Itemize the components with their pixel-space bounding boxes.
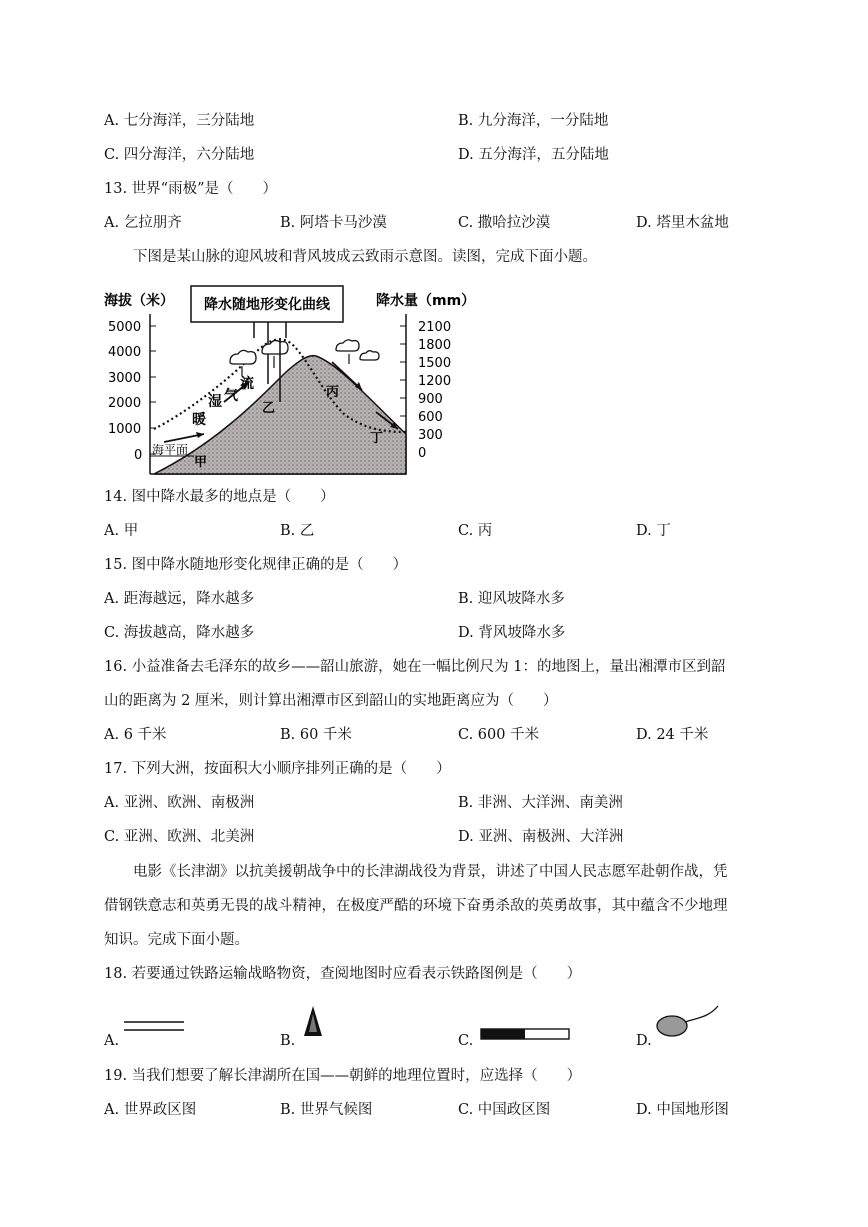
film-intro-line2: 借钢铁意志和英勇无畏的战斗精神，在极度严酷的环境下奋勇杀敌的英勇故事，其中蕴含不少地理 [104,898,728,914]
q17-stem: 17. 下列大洲，按面积大小顺序排列正确的是（ ） [104,761,451,777]
q18-option-b: B. [280,1033,296,1049]
mountain-peak-icon [302,1004,324,1042]
double-line-icon [124,1018,186,1037]
label-jia: 甲 [194,455,208,470]
right-tick-0: 0 [418,446,427,461]
q16-option-c: C. 600 千米 [458,727,540,743]
q14-option-a: A. 甲 [104,523,139,539]
film-intro-line1: 电影《长津湖》以抗美援朝战争中的长津湖战役为背景，讲述了中国人民志愿军赴朝作战，凭 [133,864,728,880]
diagram-svg [104,284,476,478]
right-tick-2100: 2100 [418,320,452,335]
label-bing: 丙 [326,385,340,400]
q12-option-a: A. 七分海洋，三分陆地 [104,113,255,129]
right-tick-300: 300 [418,428,443,443]
left-axis-title: 海拔（米） [104,293,174,309]
q17-option-a: A. 亚洲、欧洲、南极洲 [104,795,255,811]
left-ticks [150,326,156,454]
q16-stem-line1: 16. 小益准备去毛泽东的故乡——韶山旅游，她在一幅比例尺为 1：的地图上，量出湘潭市区到韶 [104,659,726,675]
q12-option-b: B. 九分海洋，一分陆地 [458,113,609,129]
q15-stem: 15. 图中降水随地形变化规律正确的是（ ） [104,557,408,573]
sea-level-label: 海平面 [152,443,189,457]
right-axis-title: 降水量（mm） [376,293,476,309]
q18-stem: 18. 若要通过铁路运输战略物资，查阅地图时应看表示铁路图例是（ ） [104,966,582,982]
q13-option-d: D. 塔里木盆地 [636,215,729,231]
right-tick-1500: 1500 [418,356,452,371]
q16-option-a: A. 6 千米 [104,727,167,743]
q12-option-d: D. 五分海洋，五分陆地 [458,147,609,163]
q13-option-a: A. 乞拉朋齐 [104,215,182,231]
label-yi: 乙 [262,401,276,416]
q14-option-b: B. 乙 [280,523,315,539]
q19-option-c: C. 中国政区图 [458,1102,551,1118]
left-tick-1000: 1000 [108,422,142,437]
lake-river-icon [654,1004,722,1044]
curve-label: 降水随地形变化曲线 [204,297,330,313]
right-tick-1800: 1800 [418,338,452,353]
left-tick-5000: 5000 [108,320,142,335]
label-qi: 气 [224,388,238,404]
q14-option-c: C. 丙 [458,523,493,539]
right-tick-1200: 1200 [418,374,452,389]
q16-option-b: B. 60 千米 [280,727,352,743]
right-tick-600: 600 [418,410,443,425]
q15-option-b: B. 迎风坡降水多 [458,591,565,607]
q18-option-d: D. [636,1033,652,1049]
label-ding: 丁 [370,431,384,446]
diagram-intro: 下图是某山脉的迎风坡和背风坡成云致雨示意图。读图，完成下面小题。 [133,249,597,265]
q19-option-a: A. 世界政区图 [104,1102,197,1118]
orographic-rain-diagram [104,284,476,478]
q16-stem-line2: 山的距离为 2 厘米，则计算出湘潭市区到韶山的实地距离应为（ ） [104,693,558,709]
railway-icon [480,1026,572,1045]
q18-option-a: A. [104,1033,120,1049]
q15-option-d: D. 背风坡降水多 [458,625,566,641]
q15-option-c: C. 海拔越高，降水越多 [104,625,255,641]
label-shi: 湿 [208,394,222,410]
q14-stem: 14. 图中降水最多的地点是（ ） [104,489,335,505]
left-tick-4000: 4000 [108,345,142,360]
label-nuan: 暖 [192,412,206,428]
left-tick-3000: 3000 [108,371,142,386]
q13-option-c: C. 撒哈拉沙漠 [458,215,551,231]
left-tick-0: 0 [134,448,143,463]
label-liu: 流 [240,376,254,392]
q13-stem: 13. 世界“雨极”是（ ） [104,181,277,197]
right-tick-900: 900 [418,392,443,407]
q14-option-d: D. 丁 [636,523,671,539]
q13-option-b: B. 阿塔卡马沙漠 [280,215,387,231]
left-tick-2000: 2000 [108,396,142,411]
q18-option-c: C. [458,1033,474,1049]
film-intro-line3: 知识。完成下面小题。 [104,932,249,948]
q15-option-a: A. 距海越远，降水越多 [104,591,255,607]
q17-option-c: C. 亚洲、欧洲、北美洲 [104,829,255,845]
q19-stem: 19. 当我们想要了解长津湖所在国——朝鲜的地理位置时，应选择（ ） [104,1068,582,1084]
q17-option-d: D. 亚洲、南极洲、大洋洲 [458,829,624,845]
q19-option-b: B. 世界气候图 [280,1102,373,1118]
q19-option-d: D. 中国地形图 [636,1102,729,1118]
q17-option-b: B. 非洲、大洋洲、南美洲 [458,795,623,811]
q16-option-d: D. 24 千米 [636,727,709,743]
q12-option-c: C. 四分海洋，六分陆地 [104,147,255,163]
